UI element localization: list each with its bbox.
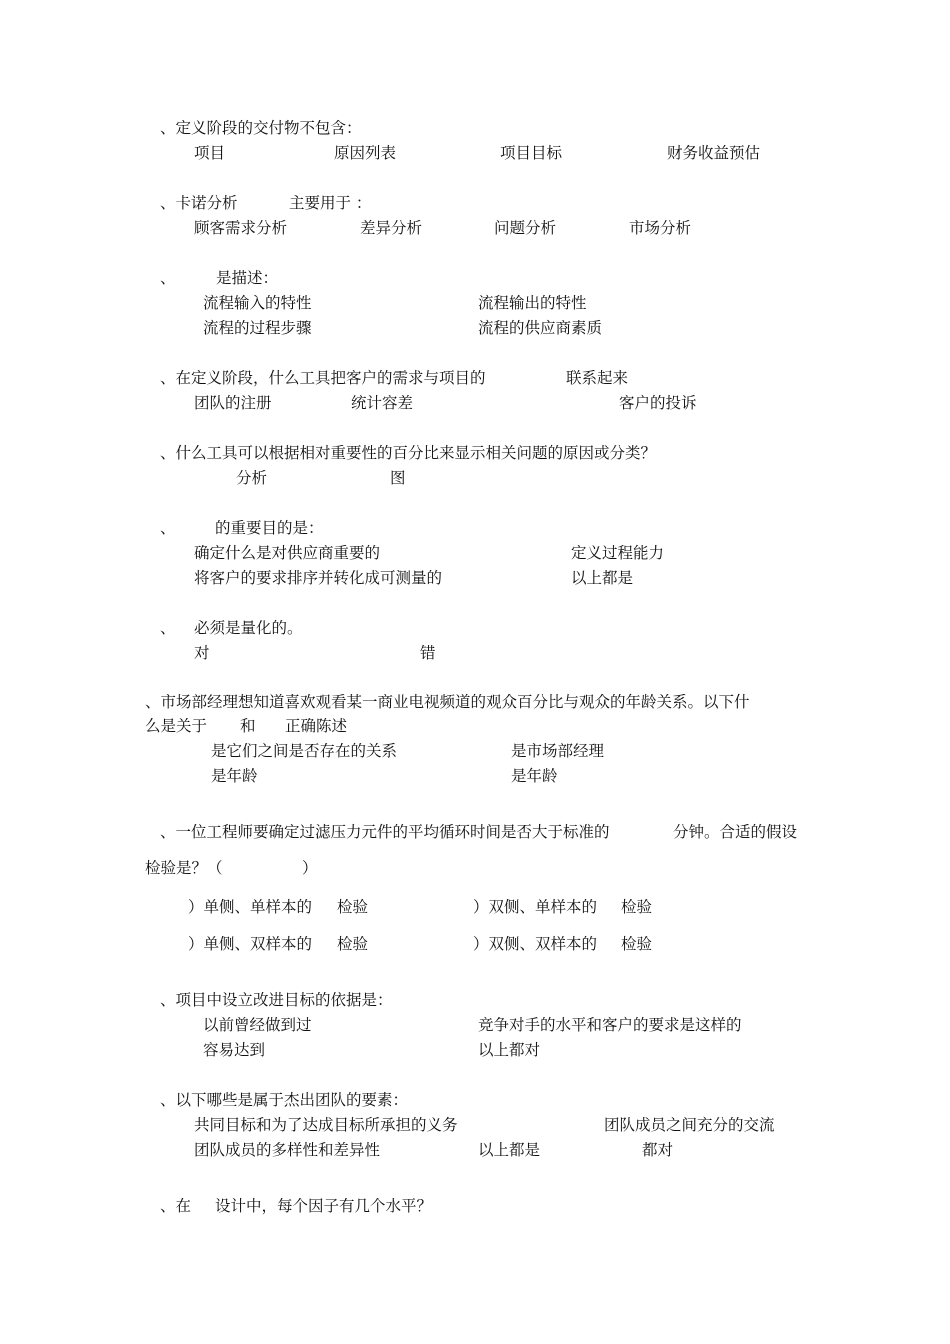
- question-7-option-b: 错: [420, 644, 436, 662]
- question-10-stem: 、项目中设立改进目标的依据是：: [160, 991, 393, 1009]
- question-11-option-e: 都对: [642, 1141, 674, 1159]
- question-2-option-b: 差异分析: [360, 219, 423, 237]
- question-11-option-c: 团队成员的多样性和差异性: [194, 1141, 381, 1159]
- question-8-option-b: 是市场部经理: [511, 742, 605, 760]
- question-3-option-d: 流程的供应商素质: [478, 319, 603, 337]
- question-9-option-d-suffix: 检验: [621, 935, 653, 953]
- question-7-option-a: 对: [194, 644, 210, 662]
- question-5-option-b: 图: [390, 469, 406, 487]
- question-6-stem-part-2: 的重要目的是：: [215, 519, 324, 537]
- question-3-option-a: 流程输入的特性: [203, 294, 312, 312]
- question-9-stem-line-2: 检验是？（: [145, 859, 223, 877]
- question-1-option-a: 项目: [194, 144, 226, 162]
- question-10-option-c: 容易达到: [203, 1041, 266, 1059]
- question-12-stem-part-2: 设计中，每个因子有几个水平？: [215, 1197, 433, 1215]
- question-4-option-b: 统计容差: [351, 394, 414, 412]
- question-11-option-a: 共同目标和为了达成目标所承担的义务: [194, 1116, 458, 1134]
- question-3-option-c: 流程的过程步骤: [203, 319, 312, 337]
- question-12-stem-part-1: 、在: [160, 1197, 192, 1215]
- question-8-stem-line-2-part-1: 么是关于: [145, 717, 208, 735]
- question-8-option-d: 是年龄: [511, 767, 558, 785]
- question-4-option-a: 团队的注册: [194, 394, 272, 412]
- question-1-option-d: 财务收益预估: [667, 144, 761, 162]
- question-9-option-c-suffix: 检验: [337, 935, 369, 953]
- question-6-option-a: 确定什么是对供应商重要的: [194, 544, 381, 562]
- question-8-stem-line-1: 、市场部经理想知道喜欢观看某一商业电视频道的观众百分比与观众的年龄关系。以下什: [145, 693, 750, 711]
- question-1-stem: 、定义阶段的交付物不包含：: [160, 119, 362, 137]
- question-9-option-c: ）单侧、双样本的: [188, 935, 313, 953]
- question-9-option-b-suffix: 检验: [621, 898, 653, 916]
- question-9-stem-line-1-part-1: 、一位工程师要确定过滤压力元件的平均循环时间是否大于标准的: [160, 823, 610, 841]
- question-2-option-a: 顾客需求分析: [194, 219, 288, 237]
- question-2-option-c: 问题分析: [494, 219, 557, 237]
- question-3-stem-part-1: 、: [160, 269, 176, 287]
- question-4-option-c: 客户的投诉: [619, 394, 697, 412]
- question-9-option-a-suffix: 检验: [337, 898, 369, 916]
- question-9-option-b: ）双侧、单样本的: [473, 898, 598, 916]
- question-10-option-b: 竞争对手的水平和客户的要求是这样的: [478, 1016, 742, 1034]
- question-9-option-a: ）单侧、单样本的: [188, 898, 313, 916]
- question-9-stem-line-2-close: ）: [302, 859, 318, 877]
- question-8-option-c: 是年龄: [211, 767, 258, 785]
- question-2-stem-part-2: 主要用于 ：: [289, 194, 372, 212]
- question-1-option-b: 原因列表: [334, 144, 397, 162]
- question-10-option-d: 以上都对: [478, 1041, 541, 1059]
- question-1-option-c: 项目目标: [500, 144, 563, 162]
- question-11-option-b: 团队成员之间充分的交流: [604, 1116, 775, 1134]
- question-8-option-a: 是它们之间是否存在的关系: [211, 742, 398, 760]
- question-7-stem-part-1: 、: [160, 619, 176, 637]
- question-8-stem-line-2-part-2: 和: [240, 717, 256, 735]
- question-8-stem-line-2-part-3: 正确陈述: [285, 717, 348, 735]
- question-10-option-a: 以前曾经做到过: [203, 1016, 312, 1034]
- question-6-option-d: 以上都是: [571, 569, 634, 587]
- question-3-stem-part-2: 是描述：: [216, 269, 279, 287]
- question-4-stem-part-2: 联系起来: [566, 369, 629, 387]
- question-2-option-d: 市场分析: [629, 219, 692, 237]
- question-6-stem-part-1: 、: [160, 519, 176, 537]
- question-4-stem-part-1: 、在定义阶段，什么工具把客户的需求与项目的: [160, 369, 486, 387]
- question-5-stem: 、什么工具可以根据相对重要性的百分比来显示相关问题的原因或分类？: [160, 444, 657, 462]
- question-2-stem-part-1: 、卡诺分析: [160, 194, 238, 212]
- question-9-option-d: ）双侧、双样本的: [473, 935, 598, 953]
- question-5-option-a: 分析: [236, 469, 268, 487]
- question-11-option-d: 以上都是: [478, 1141, 541, 1159]
- question-11-stem: 、以下哪些是属于杰出团队的要素：: [160, 1091, 409, 1109]
- question-7-stem-part-2: 必须是量化的。: [194, 619, 303, 637]
- question-6-option-c: 将客户的要求排序并转化成可测量的: [194, 569, 443, 587]
- question-6-option-b: 定义过程能力: [571, 544, 665, 562]
- question-9-stem-line-1-part-2: 分钟。合适的假设: [673, 823, 798, 841]
- question-3-option-b: 流程输出的特性: [478, 294, 587, 312]
